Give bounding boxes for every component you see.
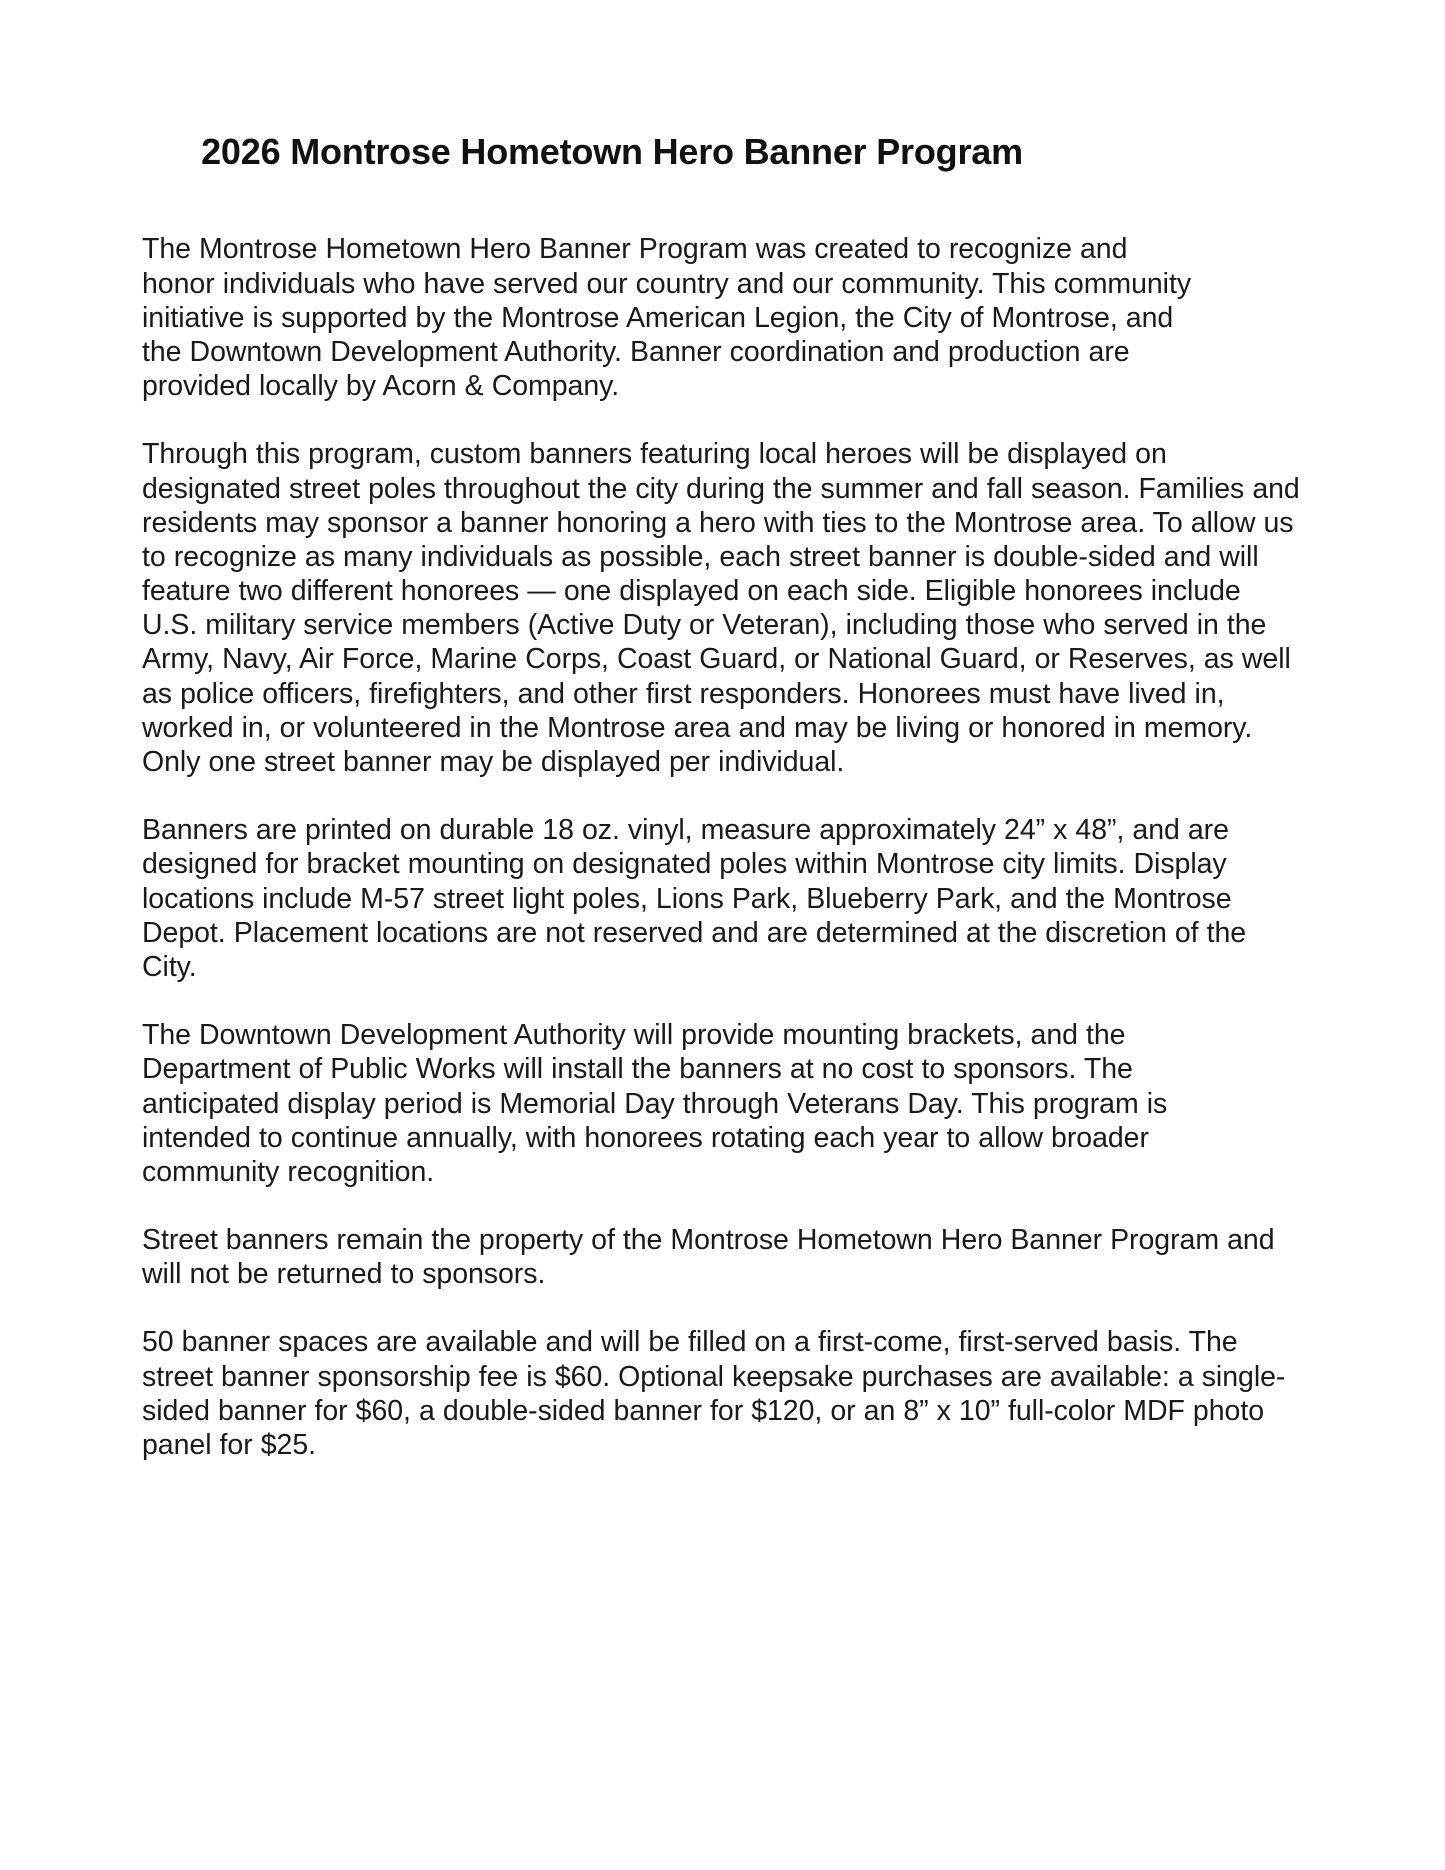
paragraph-specifications: Banners are printed on durable 18 oz. vinyl, measure approximately 24” x 48”, and are designed for bracket mounting on designated poles within Montrose city limits. Display locations include M-57 street light poles, Lions Park, Blueberry Park, and the Montrose Depot. Placement locations are not reserved and are determined at the discretion of the City. — [142, 814, 1247, 983]
paragraph-installation: The Downtown Development Authority will provide mounting brackets, and the Department of Public Works will install the banners at no cost to sponsors. The anticipated display period is Memorial Day through Veterans Day. This program is intended to continue annually, with honorees rotating each year to allow broader community recognition. — [142, 1019, 1168, 1188]
paragraph-intro: The Montrose Hometown Hero Banner Program was created to recognize and honor individuals who have served our country and our community. This community initiative is supported by the Montrose American Legion, the City of Montrose, and the Downtown Development Authority. Banner coordination and production are provided locally by Acorn & Company. — [142, 233, 1192, 403]
paragraph-ownership: Street banners remain the property of the Montrose Hometown Hero Banner Program and will not be returned to sponsors. — [142, 1224, 1275, 1291]
title-spacer — [142, 172, 1302, 232]
page-title: 2026 Montrose Hometown Hero Banner Program — [201, 131, 1023, 172]
paragraph-eligibility: Through this program, custom banners featuring local heroes will be displayed on designated street poles throughout the city during the summer and fall season. Families and residents may sponsor a banner honoring a hero with ties to the Montrose area. To allow us to recognize as many individuals as possible, each street banner is double-sided and will feature two different honorees — one displayed on each side. Eligible honorees include U.S. military service members (Active Duty or Veteran), including those who served in the Army, Navy, Air Force, Marine Corps, Coast Guard, or National Guard, or Reserves, as well as police officers, firefighters, and other first responders. Honorees must have lived in, worked in, or volunteered in the Montrose area and may be living or honored in memory. Only one street banner may be displayed per individual. — [142, 438, 1300, 779]
paragraph-pricing: 50 banner spaces are available and will be filled on a first-come, first-served basis. The street banner sponsorship fee is $60. Optional keepsake purchases are available: a single-sided banner for $60, a double-sided banner for $120, or an 8” x 10” full-color MDF photo panel for $25. — [142, 1326, 1286, 1462]
document-body — [142, 131, 1302, 1462]
